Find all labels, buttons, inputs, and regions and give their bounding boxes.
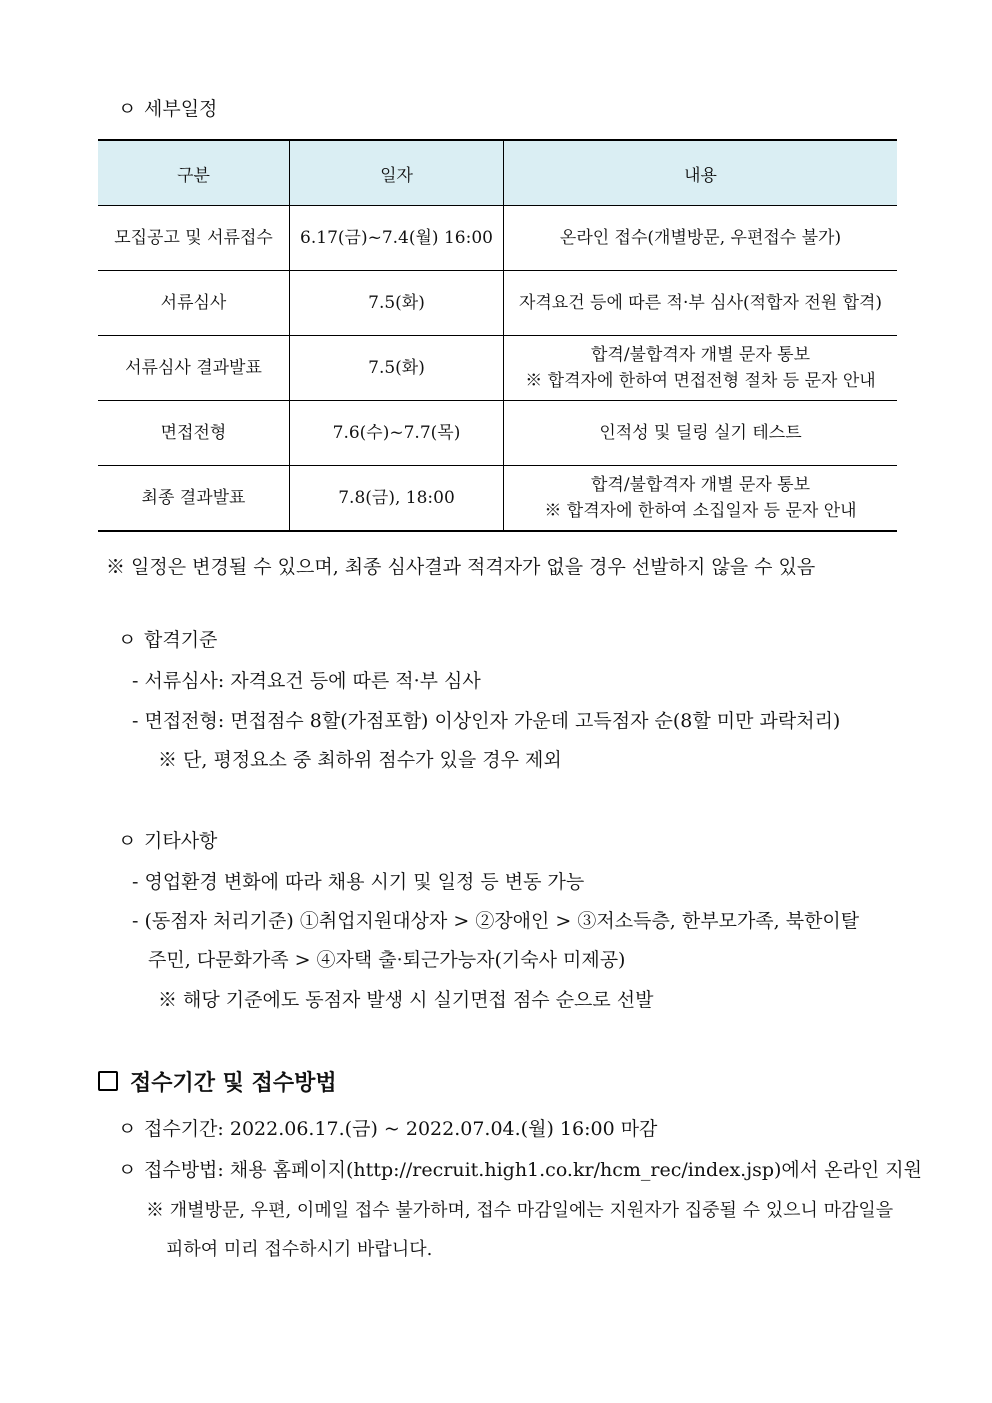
circle-bullet-icon: ㅇ [118, 629, 137, 651]
cell-category: 모집공고 및 서류접수 [98, 206, 290, 271]
cell-date: 7.6(수)~7.7(목) [290, 401, 504, 466]
cell-content: 자격요건 등에 따른 적·부 심사(적합자 전원 합격) [504, 271, 898, 336]
others-item: - (동점자 처리기준) ①취업지원대상자 > ②장애인 > ③저소득층, 한부모가족, 북한이탈 [132, 910, 860, 932]
circle-bullet-icon: ㅇ [118, 1159, 137, 1181]
cell-category: 최종 결과발표 [98, 466, 290, 532]
cell-date: 6.17(금)~7.4(월) 16:00 [290, 206, 504, 271]
schedule-heading: ㅇ 세부일정 [118, 94, 217, 121]
table-row [98, 466, 897, 532]
table-row [98, 401, 897, 466]
table-row [98, 206, 897, 271]
column-header-category: 구분 [98, 140, 290, 206]
pass-criteria-heading: ㅇ 합격기준 [118, 625, 217, 652]
pass-criteria-item: - 면접전형: 면접점수 8할(가점포함) 이상인자 가운데 고득점자 순(8할 미만 과락처리) [132, 710, 841, 732]
application-note: ※ 개별방문, 우편, 이메일 접수 불가하며, 접수 마감일에는 지원자가 집중될 수 있으니 마감일을 [146, 1200, 894, 1221]
cell-category: 서류심사 [98, 271, 290, 336]
circle-bullet-icon: ㅇ [118, 98, 137, 120]
pass-criteria-note: ※ 단, 평정요소 중 최하위 점수가 있을 경우 제외 [158, 749, 562, 771]
others-heading: ㅇ 기타사항 [118, 826, 217, 853]
cell-content: 온라인 접수(개별방문, 우편접수 불가) [504, 206, 898, 271]
others-item-continued: 주민, 다문화가족 > ④자택 출·퇴근가능자(기숙사 미제공) [148, 949, 626, 971]
table-header-row [98, 140, 897, 206]
table-row [98, 271, 897, 336]
schedule-note: ※ 일정은 변경될 수 있으며, 최종 심사결과 적격자가 없을 경우 선발하지 않을 수 있음 [106, 556, 816, 578]
table-row [98, 336, 897, 401]
column-header-date: 일자 [290, 140, 504, 206]
column-header-content: 내용 [504, 140, 898, 206]
application-note-continued: 피하여 미리 접수하시기 바랍니다. [166, 1239, 433, 1260]
circle-bullet-icon: ㅇ [118, 1118, 137, 1140]
others-note: ※ 해당 기준에도 동점자 발생 시 실기면접 점수 순으로 선발 [158, 989, 654, 1011]
application-section-title: 접수기간 및 접수방법 [98, 1066, 337, 1097]
pass-criteria-item: - 서류심사: 자격요건 등에 따른 적·부 심사 [132, 670, 481, 692]
cell-category: 서류심사 결과발표 [98, 336, 290, 401]
cell-date: 7.8(금), 18:00 [290, 466, 504, 532]
cell-content: 합격/불합격자 개별 문자 통보 ※ 합격자에 한하여 소집일자 등 문자 안내 [504, 466, 898, 532]
application-method: ㅇ 접수방법: 채용 홈페이지(http://recruit.high1.co.kr/hcm_rec/index.jsp)에서 온라인 지원 [118, 1155, 922, 1182]
cell-date: 7.5(화) [290, 336, 504, 401]
others-item: - 영업환경 변화에 따라 채용 시기 및 일정 등 변동 가능 [132, 871, 585, 893]
schedule-table [98, 139, 897, 532]
circle-bullet-icon: ㅇ [118, 830, 137, 852]
checkbox-square-icon [98, 1071, 118, 1091]
cell-date: 7.5(화) [290, 271, 504, 336]
cell-content: 합격/불합격자 개별 문자 통보 ※ 합격자에 한하여 면접전형 절차 등 문자 안내 [504, 336, 898, 401]
application-period: ㅇ 접수기간: 2022.06.17.(금) ~ 2022.07.04.(월) 16:00 마감 [118, 1114, 657, 1141]
cell-category: 면접전형 [98, 401, 290, 466]
cell-content: 인적성 및 딜링 실기 테스트 [504, 401, 898, 466]
